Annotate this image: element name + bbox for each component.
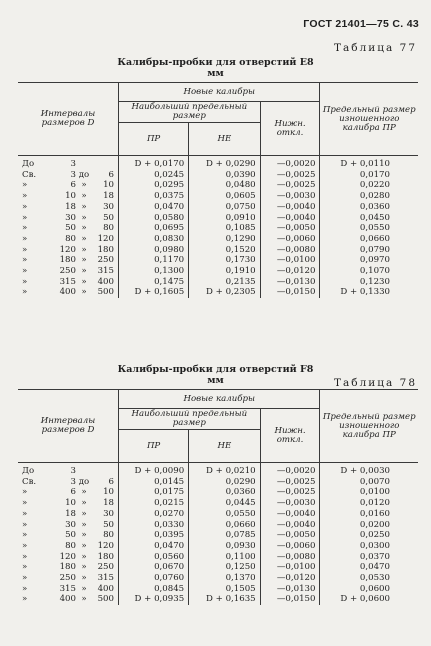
range-part: 120	[59, 244, 76, 255]
range-part: 3	[70, 476, 76, 487]
range-part: 50	[103, 519, 114, 530]
range-part: 250	[97, 255, 114, 266]
range-part: 180	[59, 255, 76, 266]
ne-cell: D + 0,1635	[206, 594, 256, 605]
range-part: 3	[70, 169, 76, 180]
range-part: »	[81, 573, 87, 584]
range-part: 500	[97, 594, 114, 605]
range-part: »	[81, 498, 87, 509]
pr-cell: 0,0695	[154, 223, 185, 234]
worn-cell: 0,0280	[359, 191, 390, 202]
range-part: До	[22, 466, 35, 476]
pr-cell: 0,0330	[154, 519, 185, 530]
pr-cell: D + 0,0935	[134, 594, 185, 605]
range-part: 18	[103, 498, 114, 509]
range-part: 3	[70, 466, 76, 476]
range-cell	[22, 245, 114, 256]
ne-cell: 0,1250	[225, 562, 256, 573]
range-part: 6	[70, 487, 76, 498]
worn-cell: 0,0300	[359, 540, 390, 551]
range-cell	[22, 287, 114, 298]
col-lower-dev	[260, 156, 320, 299]
low-cell: —0,0020	[276, 466, 316, 476]
pr-cell: 0,0145	[154, 476, 185, 487]
range-part: »	[81, 519, 87, 530]
worn-cell: 0,0470	[359, 562, 390, 573]
worn-cell: D + 0,0600	[340, 594, 390, 605]
range-part: 180	[59, 562, 76, 573]
range-part: »	[22, 191, 28, 202]
range-part: Св.	[22, 169, 37, 180]
range-part: »	[22, 508, 28, 519]
range-part: 30	[103, 201, 114, 212]
header-ne: НЕ	[189, 430, 260, 463]
ne-cell: 0,1910	[225, 266, 256, 277]
range-part: »	[22, 233, 28, 244]
range-cell	[22, 170, 114, 181]
table-title-text: Калибры-пробки для отверстий F8	[117, 364, 314, 375]
range-part: 18	[103, 191, 114, 202]
page-header: ГОСТ 21401—75 С. 43	[303, 18, 419, 30]
range-part: 315	[59, 583, 76, 594]
ne-cell: 0,0550	[225, 508, 256, 519]
col-lower-dev	[260, 463, 320, 606]
range-part: 315	[97, 266, 114, 277]
range-part: »	[22, 530, 28, 541]
table-title	[0, 364, 431, 386]
range-cell	[22, 202, 114, 213]
low-cell: —0,0150	[276, 287, 316, 298]
range-part: »	[81, 201, 87, 212]
range-part: »	[22, 287, 28, 298]
range-part: 315	[97, 573, 114, 584]
pr-cell: 0,0830	[154, 233, 185, 244]
low-cell: —0,0130	[276, 583, 316, 594]
col-pr	[119, 156, 189, 299]
header-intervals: Интервалы размеров D	[18, 390, 119, 463]
low-cell: —0,0060	[276, 233, 316, 244]
range-cell	[22, 234, 114, 245]
pr-cell: 0,0215	[154, 498, 185, 509]
ne-cell: 0,1520	[225, 244, 256, 255]
worn-cell: 0,0220	[359, 180, 390, 191]
range-part: 30	[65, 212, 76, 223]
col-ne	[189, 463, 260, 606]
range-part: »	[81, 233, 87, 244]
range-cell	[22, 266, 114, 277]
range-part: »	[81, 244, 87, 255]
range-part: »	[22, 562, 28, 573]
range-part: 50	[65, 223, 76, 234]
range-part: »	[81, 287, 87, 298]
table-title-text: Калибры-пробки для отверстий Е8	[117, 57, 314, 68]
worn-cell: 0,0200	[359, 519, 390, 530]
pr-cell: 0,0470	[154, 201, 185, 212]
table-unit: мм	[207, 68, 224, 79]
range-part: »	[22, 487, 28, 498]
range-part: 3	[70, 159, 76, 169]
range-cell	[22, 159, 114, 170]
pr-cell: 0,0395	[154, 530, 185, 541]
range-cell	[22, 213, 114, 224]
range-part: »	[22, 276, 28, 287]
worn-cell: 0,0250	[359, 530, 390, 541]
low-cell: —0,0100	[276, 255, 316, 266]
header-max-limit: Наибольший предельный размер	[119, 409, 261, 430]
low-cell: —0,0120	[276, 266, 316, 277]
range-part: »	[22, 266, 28, 277]
range-part: »	[81, 508, 87, 519]
table-title	[0, 57, 431, 79]
range-part: »	[81, 551, 87, 562]
range-part: 6	[108, 169, 114, 180]
range-part: »	[81, 583, 87, 594]
range-part: »	[22, 212, 28, 223]
range-part: »	[22, 255, 28, 266]
low-cell: —0,0080	[276, 244, 316, 255]
ne-cell: 0,0445	[225, 498, 256, 509]
pr-cell: D + 0,1605	[134, 287, 185, 298]
range-part: 400	[97, 276, 114, 287]
low-cell: —0,0100	[276, 562, 316, 573]
header-new-gauges: Новые калибры	[119, 83, 320, 102]
range-part: »	[81, 255, 87, 266]
range-cell	[22, 520, 114, 531]
range-cell	[22, 223, 114, 234]
range-part: до	[78, 476, 90, 487]
range-part: 18	[65, 201, 76, 212]
pr-cell: 0,0845	[154, 583, 185, 594]
range-cell	[22, 509, 114, 520]
worn-cell: 0,1230	[359, 276, 390, 287]
ne-cell: 0,0750	[225, 201, 256, 212]
range-part: 80	[65, 233, 76, 244]
header-worn: Предельный размер изношенного калибра ПР	[320, 390, 418, 463]
range-part: 250	[59, 573, 76, 584]
ne-cell: 0,1505	[225, 583, 256, 594]
range-part: 30	[103, 508, 114, 519]
ne-cell: 0,1370	[225, 573, 256, 584]
ne-cell: 0,0605	[225, 191, 256, 202]
range-cell	[22, 191, 114, 202]
range-cell	[22, 498, 114, 509]
range-part: 50	[65, 530, 76, 541]
range-part: »	[22, 540, 28, 551]
pr-cell: 0,0760	[154, 573, 185, 584]
ne-cell: 0,0930	[225, 540, 256, 551]
range-cell	[22, 594, 114, 605]
col-ne	[189, 156, 260, 299]
ne-cell: 0,0785	[225, 530, 256, 541]
header-max-limit: Наибольший предельный размер	[119, 102, 261, 123]
range-part: 400	[97, 583, 114, 594]
worn-cell: 0,0530	[359, 573, 390, 584]
range-part: »	[81, 487, 87, 498]
range-part: 10	[103, 487, 114, 498]
range-part: 10	[65, 498, 76, 509]
range-part: 400	[59, 594, 76, 605]
ne-cell: 0,2135	[225, 276, 256, 287]
range-part: »	[81, 191, 87, 202]
range-part: »	[81, 223, 87, 234]
range-part: 30	[65, 519, 76, 530]
ne-cell: 0,1085	[225, 223, 256, 234]
worn-cell: 0,0070	[359, 476, 390, 487]
pr-cell: 0,0245	[154, 169, 185, 180]
pr-cell: 0,0560	[154, 551, 185, 562]
col-intervals	[18, 463, 119, 606]
table-label: Таблица 77	[334, 42, 417, 54]
header-pr: ПР	[119, 123, 189, 156]
header-lower-dev: Нижн. откл.	[260, 409, 320, 463]
low-cell: —0,0040	[276, 508, 316, 519]
ne-cell: 0,0660	[225, 519, 256, 530]
pr-cell: 0,0375	[154, 191, 185, 202]
table-label: Таблица 78	[334, 377, 417, 389]
range-part: 6	[70, 180, 76, 191]
ne-cell: 0,1290	[225, 233, 256, 244]
worn-cell: D + 0,1330	[340, 287, 390, 298]
pr-cell: 0,1170	[154, 255, 185, 266]
range-cell	[22, 180, 114, 191]
pr-cell: 0,0980	[154, 244, 185, 255]
ne-cell: 0,0360	[225, 487, 256, 498]
range-part: 10	[103, 180, 114, 191]
col-worn	[320, 463, 418, 606]
range-part: »	[22, 223, 28, 234]
ne-cell: D + 0,0210	[206, 466, 256, 476]
low-cell: —0,0030	[276, 191, 316, 202]
header-new-gauges: Новые калибры	[119, 390, 320, 409]
range-part: Св.	[22, 476, 37, 487]
range-cell	[22, 530, 114, 541]
range-cell	[22, 552, 114, 563]
range-part: 80	[103, 223, 114, 234]
pr-cell: 0,1300	[154, 266, 185, 277]
low-cell: —0,0050	[276, 223, 316, 234]
range-part: 6	[108, 476, 114, 487]
worn-cell: 0,0660	[359, 233, 390, 244]
low-cell: —0,0040	[276, 519, 316, 530]
range-part: 18	[65, 508, 76, 519]
col-intervals	[18, 156, 119, 299]
ne-cell: 0,1730	[225, 255, 256, 266]
worn-cell: 0,0450	[359, 212, 390, 223]
range-part: 80	[103, 530, 114, 541]
pr-cell: D + 0,0170	[134, 159, 185, 169]
range-part: 315	[59, 276, 76, 287]
worn-cell: 0,0370	[359, 551, 390, 562]
low-cell: —0,0020	[276, 159, 316, 169]
low-cell: —0,0050	[276, 530, 316, 541]
col-pr	[119, 463, 189, 606]
range-part: »	[22, 519, 28, 530]
worn-cell: 0,0170	[359, 169, 390, 180]
pr-cell: 0,0670	[154, 562, 185, 573]
header-intervals: Интервалы размеров D	[18, 83, 119, 156]
header-worn: Предельный размер изношенного калибра ПР	[320, 83, 418, 156]
gauge-table-e8	[18, 82, 418, 298]
range-cell	[22, 277, 114, 288]
low-cell: —0,0060	[276, 540, 316, 551]
range-part: 50	[103, 212, 114, 223]
ne-cell: 0,1100	[225, 551, 256, 562]
range-part: »	[81, 594, 87, 605]
range-part: 180	[97, 244, 114, 255]
pr-cell: 0,1475	[154, 276, 185, 287]
pr-cell: 0,0175	[154, 487, 185, 498]
pr-cell: 0,0470	[154, 540, 185, 551]
range-cell	[22, 255, 114, 266]
range-part: »	[22, 551, 28, 562]
ne-cell: 0,0390	[225, 169, 256, 180]
range-part: 120	[59, 551, 76, 562]
worn-cell: D + 0,0030	[340, 466, 390, 476]
low-cell: —0,0080	[276, 551, 316, 562]
pr-cell: 0,0580	[154, 212, 185, 223]
worn-cell: D + 0,0110	[340, 159, 390, 169]
col-worn	[320, 156, 418, 299]
worn-cell: 0,0600	[359, 583, 390, 594]
table-unit: мм	[207, 375, 224, 386]
header-ne: НЕ	[189, 123, 260, 156]
range-part: 250	[97, 562, 114, 573]
range-part: »	[81, 276, 87, 287]
worn-cell: 0,0160	[359, 508, 390, 519]
range-part: »	[22, 201, 28, 212]
worn-cell: 0,0360	[359, 201, 390, 212]
low-cell: —0,0025	[276, 169, 316, 180]
low-cell: —0,0120	[276, 573, 316, 584]
worn-cell: 0,0970	[359, 255, 390, 266]
range-part: »	[81, 212, 87, 223]
pr-cell: 0,0295	[154, 180, 185, 191]
range-cell	[22, 466, 114, 477]
header-lower-dev: Нижн. откл.	[260, 102, 320, 156]
low-cell: —0,0040	[276, 201, 316, 212]
ne-cell: 0,0910	[225, 212, 256, 223]
range-part: 120	[97, 540, 114, 551]
worn-cell: 0,0550	[359, 223, 390, 234]
ne-cell: D + 0,0290	[206, 159, 256, 169]
low-cell: —0,0150	[276, 594, 316, 605]
range-part: »	[22, 498, 28, 509]
range-part: до	[78, 169, 90, 180]
range-part: »	[22, 573, 28, 584]
range-part: »	[81, 540, 87, 551]
header-pr: ПР	[119, 430, 189, 463]
range-part: 500	[97, 287, 114, 298]
range-part: 400	[59, 287, 76, 298]
ne-cell: 0,0480	[225, 180, 256, 191]
range-part: »	[81, 266, 87, 277]
range-part: »	[22, 594, 28, 605]
range-cell	[22, 541, 114, 552]
range-cell	[22, 584, 114, 595]
range-part: »	[22, 244, 28, 255]
pr-cell: 0,0270	[154, 508, 185, 519]
range-part: »	[22, 583, 28, 594]
range-cell	[22, 573, 114, 584]
low-cell: —0,0025	[276, 487, 316, 498]
range-part: 120	[97, 233, 114, 244]
worn-cell: 0,1070	[359, 266, 390, 277]
low-cell: —0,0030	[276, 498, 316, 509]
low-cell: —0,0025	[276, 180, 316, 191]
ne-cell: 0,0290	[225, 476, 256, 487]
range-part: »	[81, 562, 87, 573]
range-part: До	[22, 159, 35, 169]
range-part: 180	[97, 551, 114, 562]
low-cell: —0,0130	[276, 276, 316, 287]
range-cell	[22, 487, 114, 498]
range-part: 10	[65, 191, 76, 202]
worn-cell: 0,0100	[359, 487, 390, 498]
gauge-table-f8	[18, 389, 418, 605]
range-part: »	[22, 180, 28, 191]
worn-cell: 0,0790	[359, 244, 390, 255]
ne-cell: D + 0,2305	[206, 287, 256, 298]
low-cell: —0,0040	[276, 212, 316, 223]
low-cell: —0,0025	[276, 476, 316, 487]
range-part: 250	[59, 266, 76, 277]
pr-cell: D + 0,0090	[134, 466, 185, 476]
worn-cell: 0,0120	[359, 498, 390, 509]
range-part: »	[81, 530, 87, 541]
range-cell	[22, 477, 114, 488]
range-part: »	[81, 180, 87, 191]
range-cell	[22, 562, 114, 573]
range-part: 80	[65, 540, 76, 551]
